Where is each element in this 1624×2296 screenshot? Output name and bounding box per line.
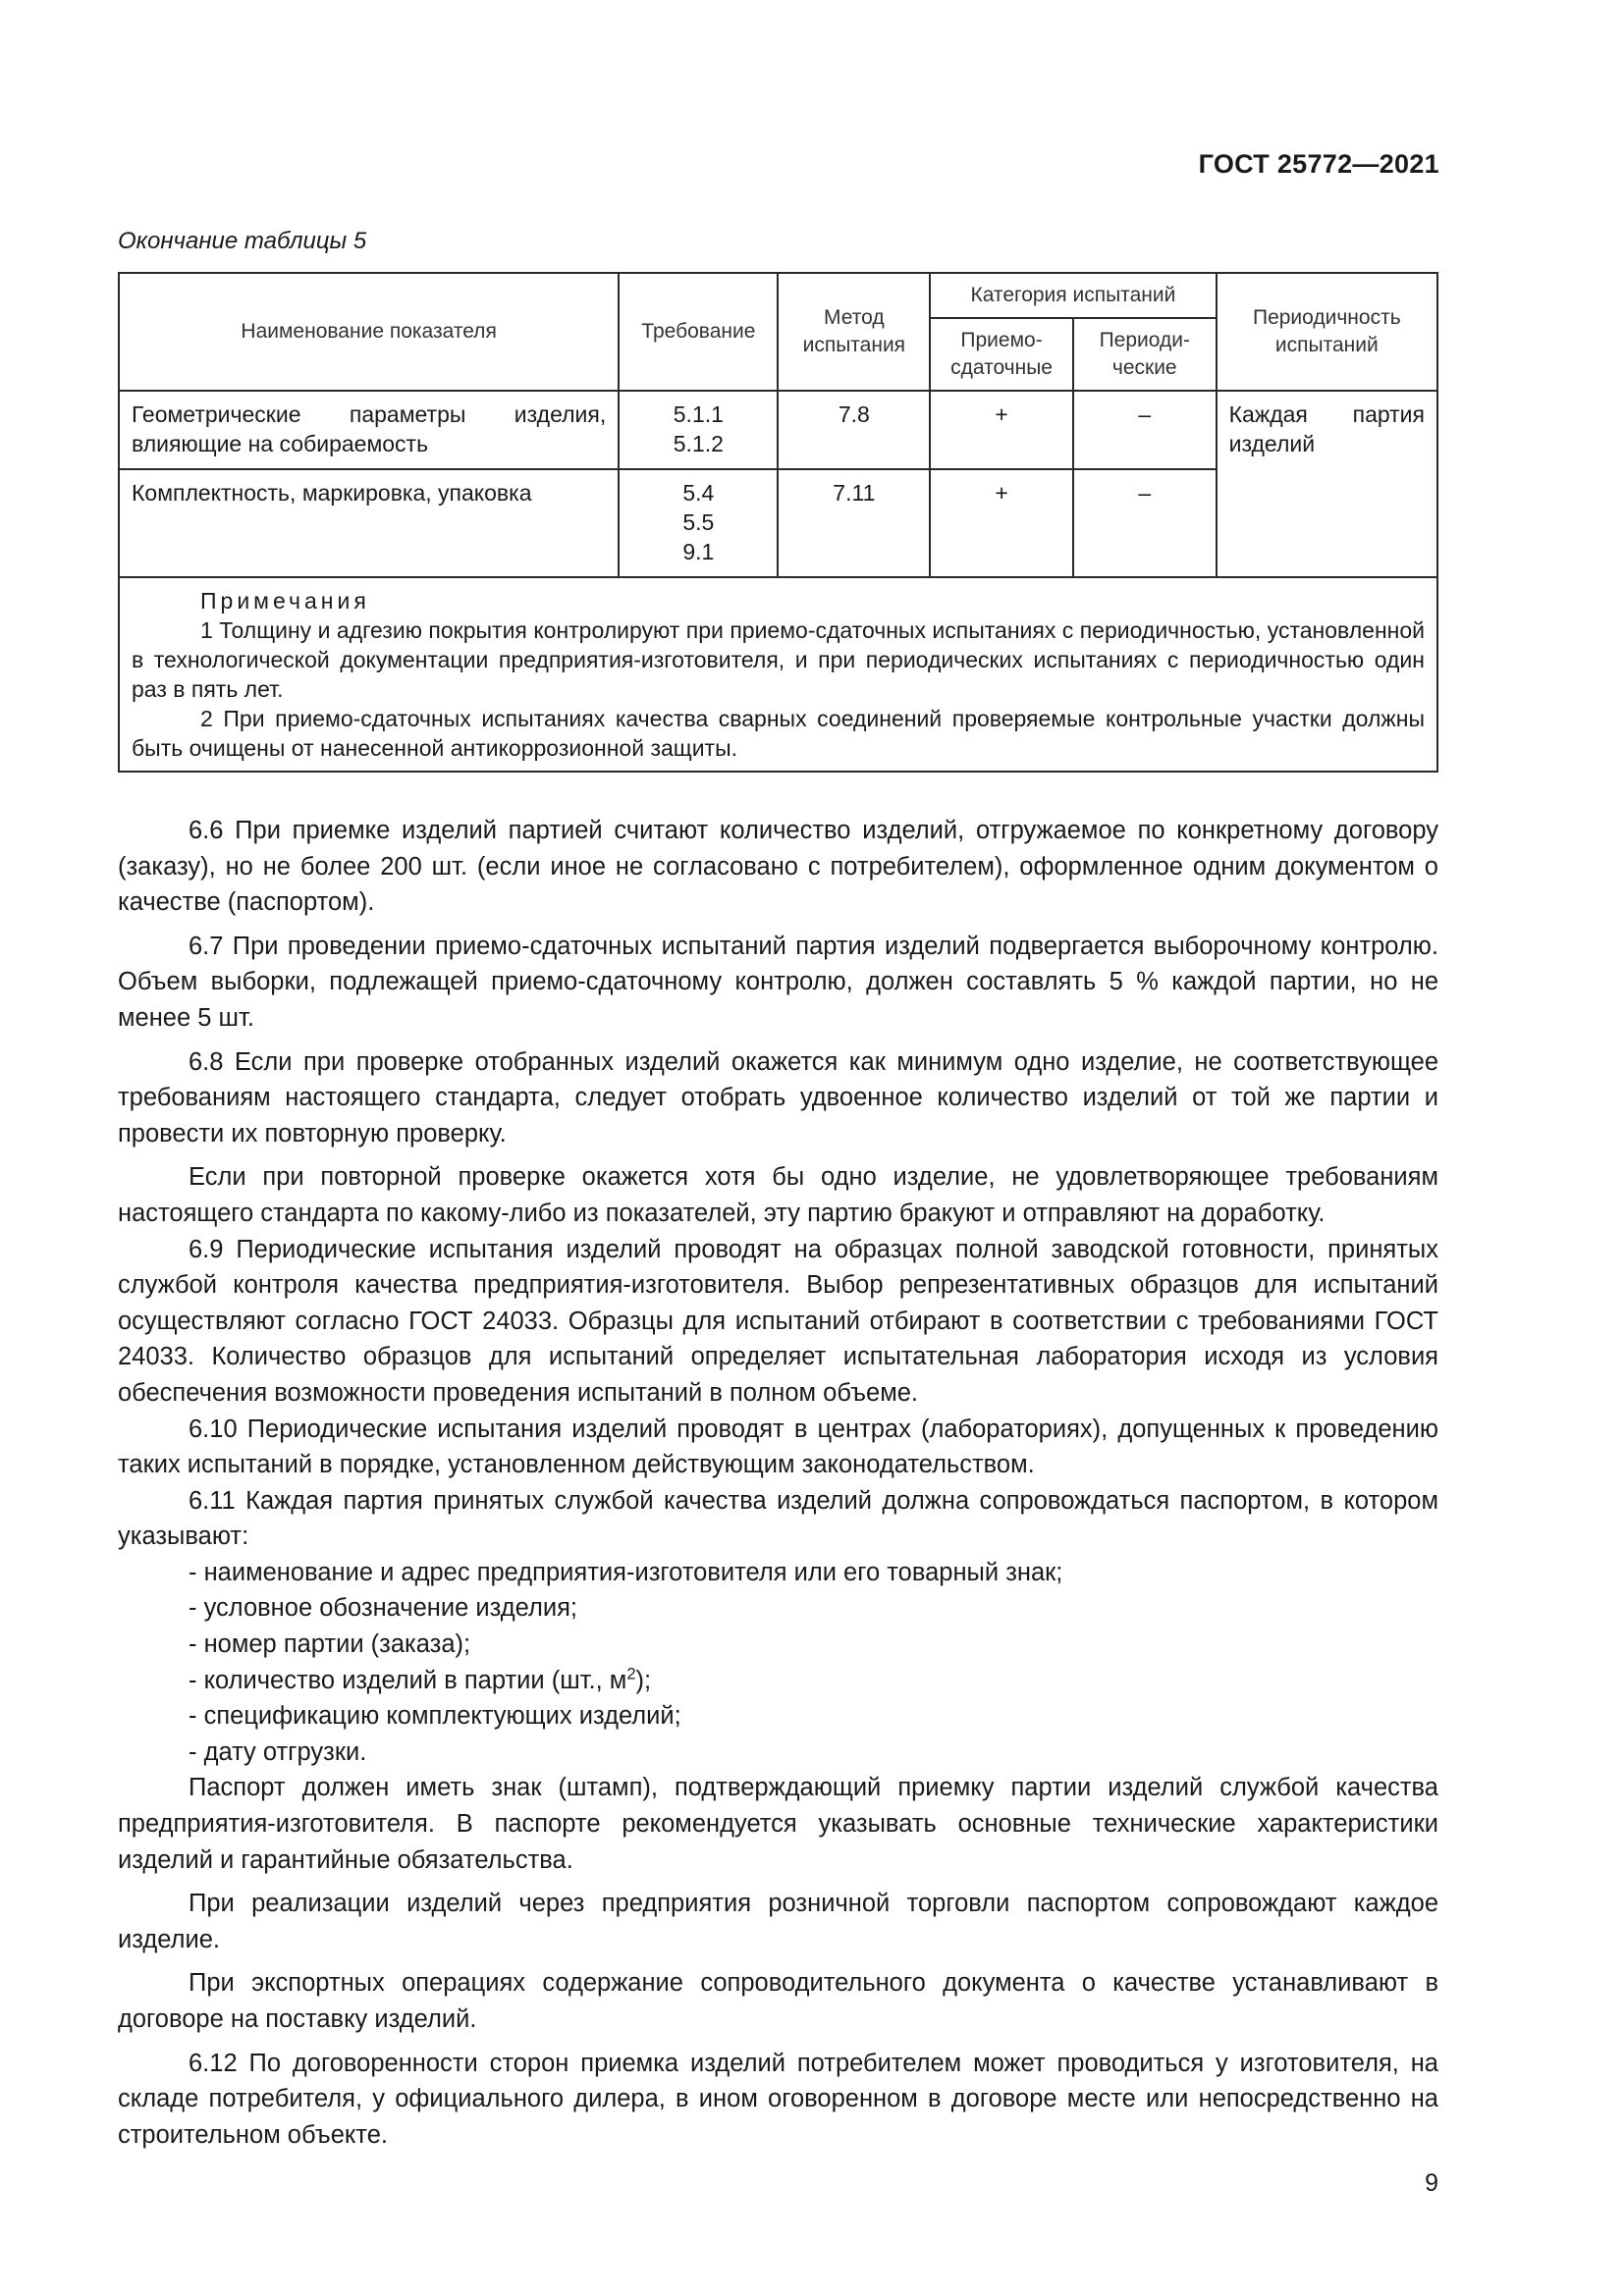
header-acceptance: Приемо-сдаточные [930,318,1073,391]
list-item-tail: ); [635,1666,652,1694]
paragraph-6-6: 6.6 При приемке изделий партией считают количество изделий, отгружаемое по конкретному договору (заказу), но не более 200 шт. (если иное не согласовано с потребителем), оформленное одним документом о качестве (паспортом). [118,817,1438,917]
row-periodic: – [1073,391,1217,469]
note-item: 2 При приемо-сдаточных испытаниях качества сварных соединений проверяемые контрольные участки должны быть очищены от нанесенной антикоррозионной защиты. [132,706,1425,761]
paragraph-6-8: 6.8 Если при проверке отобранных изделий окажется как минимум одно изделие, не соответствующее требованиям настоящего стандарта, следует отобрать удвоенное количество изделий от той же партии и провести их повторную проверку. [118,1047,1438,1148]
req-value: 5.4 [682,480,715,506]
list-item: - дату отгрузки. [189,1735,1438,1771]
paragraph-6-7: 6.7 При проведении приемо-сдаточных испытаний партия изделий подвергается выборочному контролю. Объем выборки, подлежащей приемо-сдаточному контролю, должен составлять 5 % каждой партии, но не менее 5 шт. [118,932,1438,1032]
header-name: Наименование показателя [119,273,619,391]
paragraph-6-10: 6.10 Периодические испытания изделий проводят в центрах (лабораториях), допущенных к проведению таких испытаний в порядке, установленном действующим законодательством. [118,1415,1438,1479]
list-item-text: количество изделий в партии (шт., м [203,1666,627,1694]
header-category: Категория испытаний [930,273,1216,318]
list-item [189,1663,1438,1699]
standard-number: ГОСТ 25772—2021 [1198,149,1439,179]
page-number: 9 [1425,2169,1438,2197]
note-item: 1 Толщину и адгезию покрытия контролируют при приемо-сдаточных испытаниях с периодичностью, установленной в технологической документации предприятия-изготовителя, и при периодических испытаниях с периодичностью один раз в пять лет. [132,617,1425,702]
header-periodic: Периоди-ческие [1073,318,1217,391]
req-value: 5.1.1 [673,401,724,427]
header-periodicity: Периодичность испытаний [1217,273,1437,391]
row-periodic: – [1073,469,1217,577]
paragraph-passport: Паспорт должен иметь знак (штамп), подтверждающий приемку партии изделий службой качества предприятия-изготовителя. В паспорте рекомендуется указывать основные технические характеристики изделий и гарантийные обязательства. [118,1774,1438,1874]
list-item: - спецификацию комплектующих изделий; [189,1698,1438,1735]
paragraph-6-8-cont: Если при повторной проверке окажется хотя бы одно изделие, не удовлетворяющее требованиям настоящего стандарта по какому-либо из показателей, эту партию бракуют и отправляют на доработку. [118,1163,1438,1227]
row-acceptance: + [930,391,1073,469]
table-row [119,391,1437,469]
body-text [118,813,1438,2153]
superscript: 2 [626,1664,636,1683]
row-method: 7.8 [778,391,930,469]
paragraph-6-11: 6.11 Каждая партия принятых службой качества изделий должна сопровождаться паспортом, в котором указывают: [118,1486,1438,1551]
list-item: - номер партии (заказа); [189,1627,1438,1663]
table-caption: Окончание таблицы 5 [118,228,367,254]
paragraph-export: При экспортных операциях содержание сопроводительного документа о качестве устанавливают в договоре на поставку изделий. [118,1969,1438,2033]
notes-title: Примечания [200,588,370,614]
req-value: 9.1 [682,539,715,564]
req-value: 5.5 [682,509,715,535]
header-method: Метод испытания [778,273,930,391]
row-acceptance: + [930,469,1073,577]
row-requirement [619,469,778,577]
table-5 [118,272,1438,773]
passport-contents-list [118,1555,1438,1771]
row-name: Геометрические параметры изделия, влияющие на собираемость [119,391,619,469]
paragraph-6-12: 6.12 По договоренности сторон приемка изделий потребителем может проводиться у изготовителя, на складе потребителя, у официального дилера, в ином оговоренном в договоре месте или непосредственно на строительном объекте. [118,2049,1438,2149]
row-method: 7.11 [778,469,930,577]
table-notes [119,577,1437,772]
list-item: - условное обозначение изделия; [189,1590,1438,1627]
paragraph-6-9: 6.9 Периодические испытания изделий проводят на образцах полной заводской готовности, принятых службой контроля качества предприятия-изготовителя. Выбор репрезентативных образцов для испытаний осуществляют согласно ГОСТ 24033. Образцы для испытаний отбирают в соответствии с требованиями ГОСТ 24033. Количество образцов для испытаний определяет испытательная лаборатория исходя из условия обеспечения возможности проведения испытаний в полном объеме. [118,1235,1438,1407]
req-value: 5.1.2 [673,431,724,456]
notes-row [119,577,1437,772]
row-periodicity: Каждая партия изделий [1217,391,1437,577]
header-requirement: Требование [619,273,778,391]
paragraph-retail: При реализации изделий через предприятия розничной торговли паспортом сопровождают каждое изделие. [118,1890,1438,1953]
row-requirement [619,391,778,469]
list-item: - наименование и адрес предприятия-изготовителя или его товарный знак; [189,1555,1438,1591]
row-name: Комплектность, маркировка, упаковка [119,469,619,577]
